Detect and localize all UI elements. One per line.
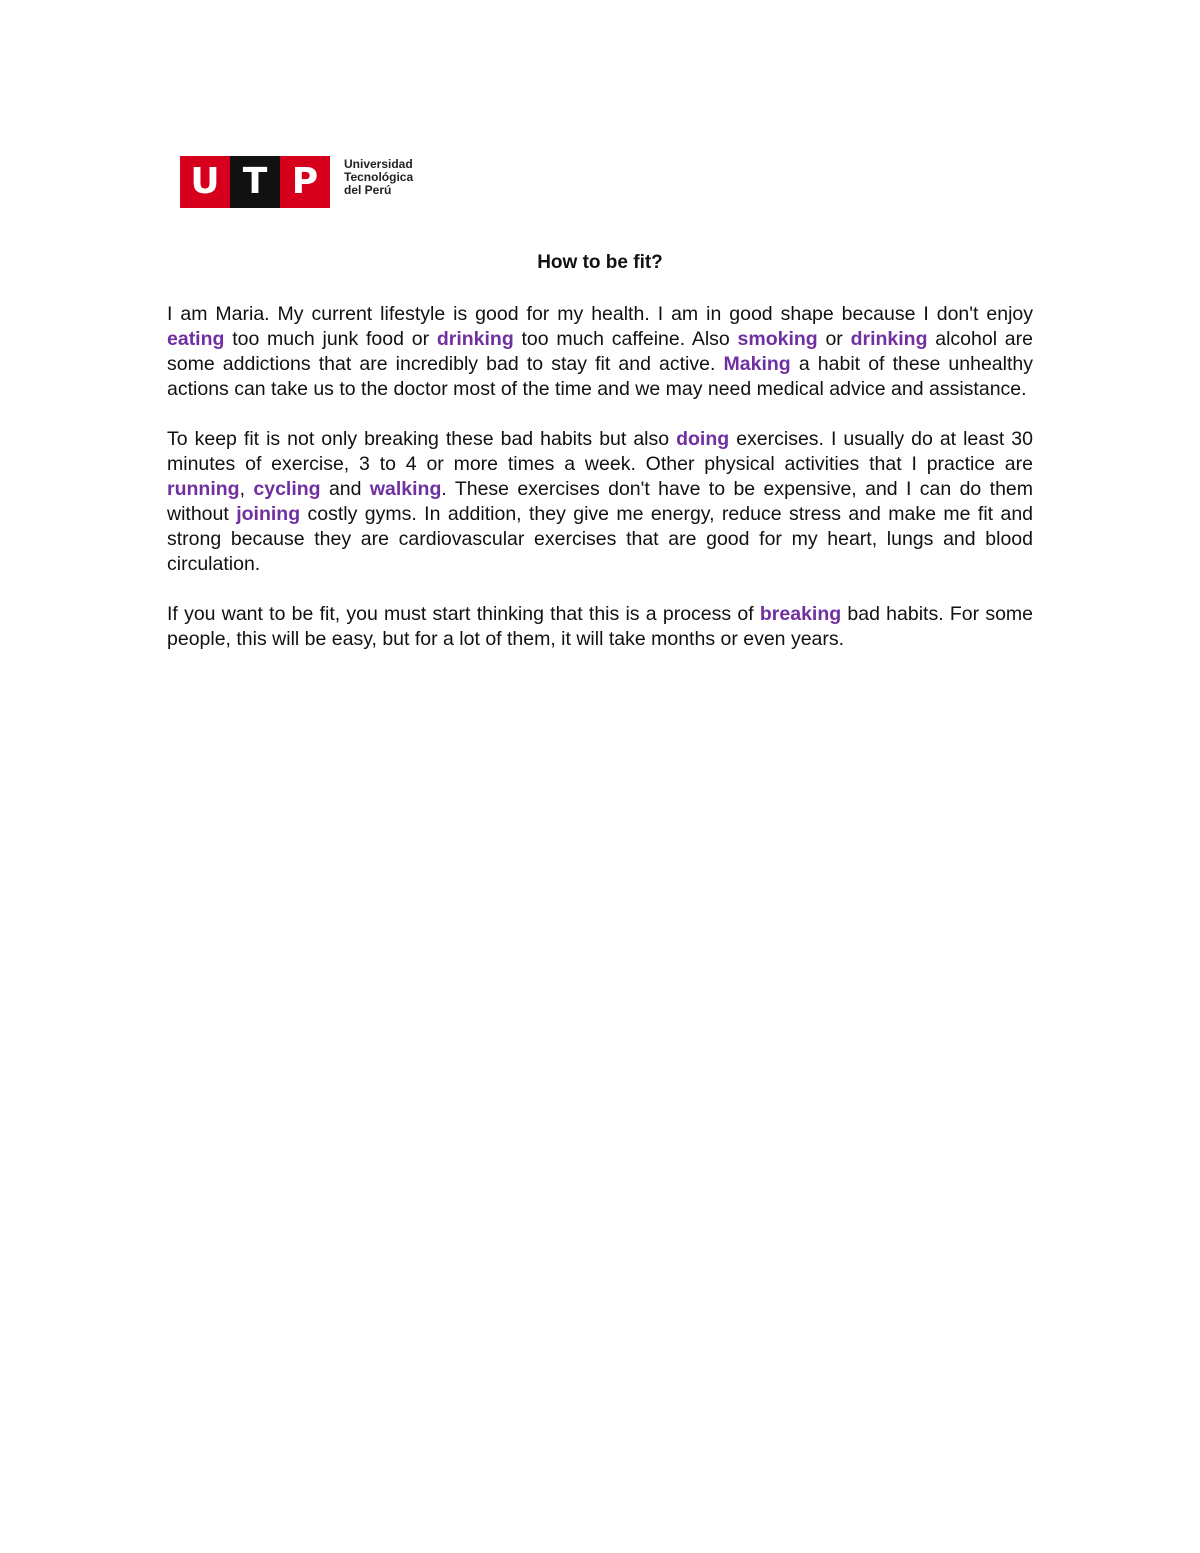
logo-line-3: del Perú [344,182,392,197]
paragraph-text: alcohol are some addictions that are incredibly bad to stay fit and active. [167,328,1033,375]
paragraph-text: To keep fit is not only breaking these bad habits but also [167,428,677,450]
highlighted-word: walking [369,478,442,500]
logo-line-1: Universidad [344,156,413,171]
body-paragraph [167,602,1033,652]
paragraph-text: . These exercises don't have to be expensive, and I can do them without [167,478,1033,525]
logo-letter-t: T [230,156,280,208]
highlighted-word: drinking [850,328,928,350]
paragraph-text: costly gyms. In addition, they give me energy, reduce stress and make me fit and strong because they are cardiovascular exercises that are good for my heart, lungs and blood circulation. [167,503,1034,575]
paragraph-text: or [817,328,851,350]
paragraph-text: and [320,478,370,500]
paragraph-text: , [239,478,254,500]
body-paragraph [167,302,1033,402]
highlighted-word: eating [167,328,225,350]
highlighted-word: breaking [759,603,842,625]
highlighted-word: smoking [737,328,818,350]
highlighted-word: doing [676,428,730,450]
document-title: How to be fit? [537,252,663,273]
highlighted-word: running [167,478,240,500]
paragraph-text: exercises. I usually do at least 30 minutes of exercise, 3 to 4 or more times a week. Other physical activities that I practice are [167,428,1033,475]
logo-letter-u: U [180,156,230,208]
highlighted-word: drinking [436,328,514,350]
paragraph-text: a habit of these unhealthy actions can take us to the doctor most of the time and we may need medical advice and assistance. [167,353,1033,400]
highlighted-word: Making [723,353,791,375]
logo-university-name [344,158,413,197]
paragraph-text: bad habits. For some people, this will be easy, but for a lot of them, it will take months or even years. [167,603,1034,650]
utp-logo [180,156,413,208]
paragraph-text: too much caffeine. Also [513,328,738,350]
paragraph-text: too much junk food or [224,328,437,350]
logo-line-2: Tecnológica [344,169,414,184]
logo-letter-blocks [180,156,330,208]
paragraph-text: I am Maria. My current lifestyle is good for my health. I am in good shape because I don't enjoy [167,303,1033,325]
logo-letter-p: P [280,156,330,208]
paragraph-text: If you want to be fit, you must start thinking that this is a process of [167,603,760,625]
document-body [167,302,1033,677]
body-paragraph [167,427,1033,577]
highlighted-word: cycling [253,478,321,500]
highlighted-word: joining [236,503,301,525]
